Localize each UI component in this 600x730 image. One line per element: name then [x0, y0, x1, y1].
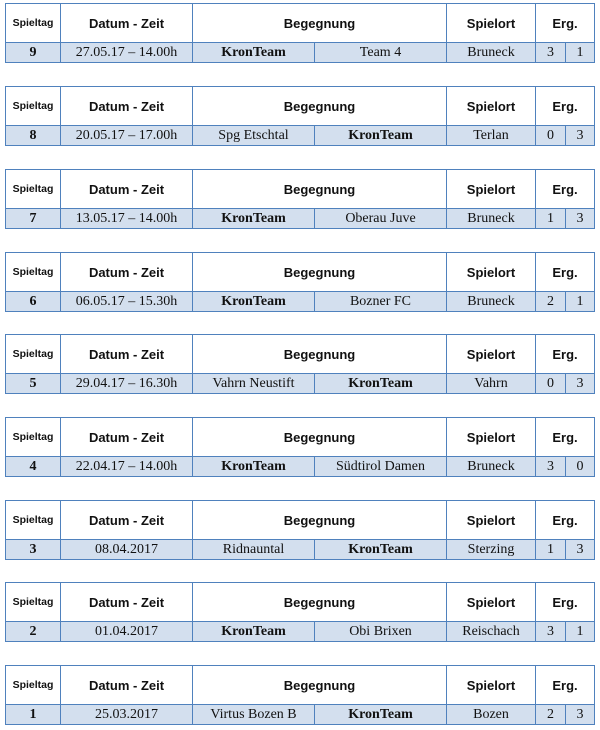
spielort-cell: Vahrn	[447, 374, 536, 394]
spieltag-cell: 5	[6, 374, 61, 394]
away-team-cell: Obi Brixen	[315, 622, 447, 642]
home-team-cell: KronTeam	[193, 622, 315, 642]
match-row	[6, 126, 595, 146]
match-row	[6, 705, 595, 725]
match-table	[5, 334, 595, 394]
header-row	[6, 335, 595, 374]
score-home-cell: 2	[536, 292, 566, 312]
score-away-cell: 1	[566, 622, 595, 642]
home-team-cell: Virtus Bozen B	[193, 705, 315, 725]
header-begegnung: Begegnung	[193, 583, 447, 622]
spieltag-cell: 8	[6, 126, 61, 146]
datum-zeit-cell: 06.05.17 – 15.30h	[61, 292, 193, 312]
header-spielort: Spielort	[447, 666, 536, 705]
spielort-cell: Sterzing	[447, 540, 536, 560]
score-away-cell: 1	[566, 43, 595, 63]
match-row	[6, 292, 595, 312]
header-spieltag: Spieltag	[6, 4, 61, 43]
header-spielort: Spielort	[447, 583, 536, 622]
score-home-cell: 3	[536, 43, 566, 63]
match-block	[5, 252, 594, 312]
datum-zeit-cell: 29.04.17 – 16.30h	[61, 374, 193, 394]
datum-zeit-cell: 13.05.17 – 14.00h	[61, 209, 193, 229]
home-team-cell: KronTeam	[193, 209, 315, 229]
spielort-cell: Bruneck	[447, 43, 536, 63]
header-begegnung: Begegnung	[193, 418, 447, 457]
match-block	[5, 169, 594, 229]
match-block	[5, 334, 594, 394]
match-table	[5, 3, 595, 63]
header-spieltag: Spieltag	[6, 501, 61, 540]
score-away-cell: 3	[566, 374, 595, 394]
header-datum-zeit: Datum - Zeit	[61, 253, 193, 292]
header-spielort: Spielort	[447, 4, 536, 43]
home-team-cell: KronTeam	[193, 292, 315, 312]
match-table	[5, 252, 595, 312]
header-ergebnis: Erg.	[536, 87, 595, 126]
score-home-cell: 3	[536, 622, 566, 642]
match-block	[5, 665, 594, 725]
score-away-cell: 3	[566, 209, 595, 229]
match-block	[5, 86, 594, 146]
match-block	[5, 500, 594, 560]
spielort-cell: Bruneck	[447, 457, 536, 477]
score-away-cell: 3	[566, 540, 595, 560]
match-row	[6, 622, 595, 642]
header-datum-zeit: Datum - Zeit	[61, 418, 193, 457]
score-home-cell: 0	[536, 126, 566, 146]
match-row	[6, 540, 595, 560]
home-team-cell: Vahrn Neustift	[193, 374, 315, 394]
score-home-cell: 3	[536, 457, 566, 477]
away-team-cell: Südtirol Damen	[315, 457, 447, 477]
spielort-cell: Reischach	[447, 622, 536, 642]
away-team-cell: KronTeam	[315, 374, 447, 394]
header-ergebnis: Erg.	[536, 253, 595, 292]
header-ergebnis: Erg.	[536, 4, 595, 43]
header-row	[6, 583, 595, 622]
spielort-cell: Bruneck	[447, 209, 536, 229]
score-home-cell: 2	[536, 705, 566, 725]
away-team-cell: Team 4	[315, 43, 447, 63]
header-begegnung: Begegnung	[193, 666, 447, 705]
header-row	[6, 501, 595, 540]
spieltag-cell: 3	[6, 540, 61, 560]
away-team-cell: KronTeam	[315, 705, 447, 725]
header-spieltag: Spieltag	[6, 170, 61, 209]
score-home-cell: 0	[536, 374, 566, 394]
header-begegnung: Begegnung	[193, 501, 447, 540]
header-spielort: Spielort	[447, 335, 536, 374]
header-ergebnis: Erg.	[536, 666, 595, 705]
match-block	[5, 417, 594, 477]
away-team-cell: KronTeam	[315, 126, 447, 146]
home-team-cell: Spg Etschtal	[193, 126, 315, 146]
score-home-cell: 1	[536, 540, 566, 560]
match-table	[5, 582, 595, 642]
match-row	[6, 209, 595, 229]
header-spielort: Spielort	[447, 253, 536, 292]
header-begegnung: Begegnung	[193, 253, 447, 292]
header-ergebnis: Erg.	[536, 335, 595, 374]
header-datum-zeit: Datum - Zeit	[61, 4, 193, 43]
spieltag-cell: 9	[6, 43, 61, 63]
header-row	[6, 418, 595, 457]
match-block	[5, 582, 594, 642]
datum-zeit-cell: 20.05.17 – 17.00h	[61, 126, 193, 146]
header-datum-zeit: Datum - Zeit	[61, 666, 193, 705]
header-ergebnis: Erg.	[536, 418, 595, 457]
away-team-cell: KronTeam	[315, 540, 447, 560]
datum-zeit-cell: 27.05.17 – 14.00h	[61, 43, 193, 63]
header-spielort: Spielort	[447, 418, 536, 457]
header-spieltag: Spieltag	[6, 87, 61, 126]
spieltag-cell: 2	[6, 622, 61, 642]
spieltag-cell: 7	[6, 209, 61, 229]
away-team-cell: Oberau Juve	[315, 209, 447, 229]
header-datum-zeit: Datum - Zeit	[61, 583, 193, 622]
header-datum-zeit: Datum - Zeit	[61, 501, 193, 540]
spieltag-cell: 4	[6, 457, 61, 477]
score-away-cell: 3	[566, 126, 595, 146]
match-row	[6, 374, 595, 394]
header-begegnung: Begegnung	[193, 4, 447, 43]
match-row	[6, 43, 595, 63]
header-ergebnis: Erg.	[536, 583, 595, 622]
spielort-cell: Bruneck	[447, 292, 536, 312]
header-spielort: Spielort	[447, 170, 536, 209]
datum-zeit-cell: 01.04.2017	[61, 622, 193, 642]
datum-zeit-cell: 22.04.17 – 14.00h	[61, 457, 193, 477]
spieltag-cell: 1	[6, 705, 61, 725]
header-row	[6, 4, 595, 43]
score-home-cell: 1	[536, 209, 566, 229]
header-datum-zeit: Datum - Zeit	[61, 170, 193, 209]
match-table	[5, 86, 595, 146]
match-table	[5, 169, 595, 229]
spielort-cell: Bozen	[447, 705, 536, 725]
header-row	[6, 666, 595, 705]
match-block	[5, 3, 594, 63]
header-begegnung: Begegnung	[193, 335, 447, 374]
spieltag-cell: 6	[6, 292, 61, 312]
header-ergebnis: Erg.	[536, 170, 595, 209]
spielort-cell: Terlan	[447, 126, 536, 146]
score-away-cell: 3	[566, 705, 595, 725]
header-begegnung: Begegnung	[193, 170, 447, 209]
score-away-cell: 1	[566, 292, 595, 312]
header-spieltag: Spieltag	[6, 666, 61, 705]
header-ergebnis: Erg.	[536, 501, 595, 540]
score-away-cell: 0	[566, 457, 595, 477]
home-team-cell: KronTeam	[193, 43, 315, 63]
header-row	[6, 253, 595, 292]
header-spielort: Spielort	[447, 501, 536, 540]
match-table	[5, 417, 595, 477]
datum-zeit-cell: 25.03.2017	[61, 705, 193, 725]
header-spieltag: Spieltag	[6, 418, 61, 457]
match-row	[6, 457, 595, 477]
header-spieltag: Spieltag	[6, 253, 61, 292]
datum-zeit-cell: 08.04.2017	[61, 540, 193, 560]
match-table	[5, 665, 595, 725]
header-spieltag: Spieltag	[6, 583, 61, 622]
home-team-cell: Ridnauntal	[193, 540, 315, 560]
match-table	[5, 500, 595, 560]
header-row	[6, 87, 595, 126]
header-spielort: Spielort	[447, 87, 536, 126]
header-begegnung: Begegnung	[193, 87, 447, 126]
header-datum-zeit: Datum - Zeit	[61, 87, 193, 126]
header-datum-zeit: Datum - Zeit	[61, 335, 193, 374]
home-team-cell: KronTeam	[193, 457, 315, 477]
header-spieltag: Spieltag	[6, 335, 61, 374]
header-row	[6, 170, 595, 209]
away-team-cell: Bozner FC	[315, 292, 447, 312]
